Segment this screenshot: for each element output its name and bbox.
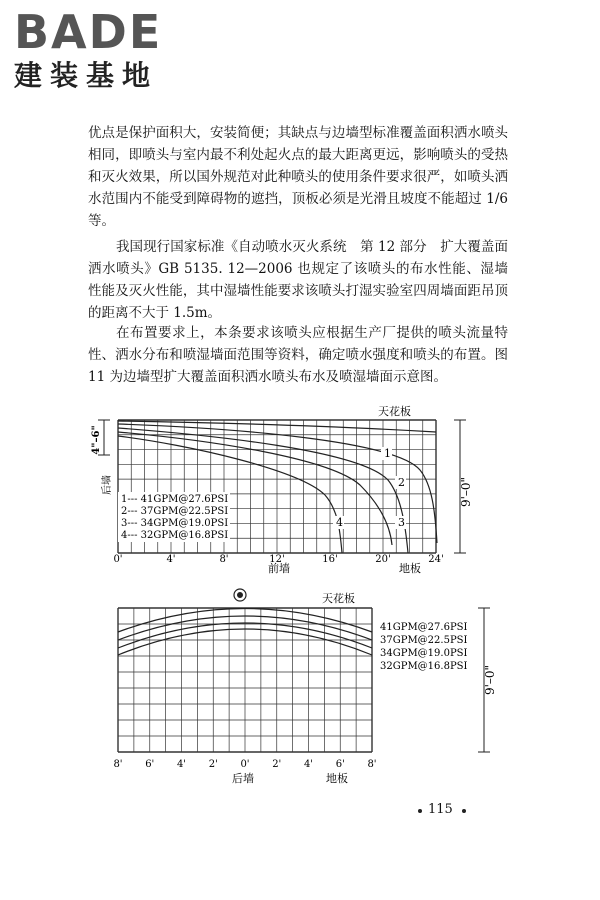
top-x-tick-label: 0' <box>113 554 123 565</box>
bottom-x-axis-ticks <box>113 759 376 770</box>
top-ceiling-label: 天花板 <box>378 405 411 418</box>
bottom-legend-item: 32GPM@16.8PSI <box>380 661 468 672</box>
sprinkler-icon <box>234 589 246 601</box>
bottom-x-tick-label: 8' <box>367 759 377 770</box>
top-x-tick-label: 20' <box>375 554 391 565</box>
top-x-tick-label: 4' <box>166 554 176 565</box>
bottom-wall-label: 后墙 <box>232 772 254 785</box>
bottom-x-tick-label: 4' <box>303 759 314 770</box>
bottom-x-tick-label: 2' <box>208 759 218 770</box>
page-number-dot-right <box>462 809 466 813</box>
top-x-tick-label: 8' <box>219 554 229 565</box>
page-number: 115 <box>428 802 453 817</box>
top-floor-label: 地板 <box>399 562 421 575</box>
top-height-label: 9'–0" <box>459 476 473 508</box>
bottom-legend-item: 34GPM@19.0PSI <box>380 648 468 659</box>
bottom-height-label: 9'–0" <box>483 664 497 696</box>
logo-subtitle: 建装基地 <box>14 59 159 92</box>
top-front-wall-label: 前墙 <box>268 562 290 575</box>
top-x-tick-label: 16' <box>322 554 338 565</box>
top-legend-item: 3--- 34GPM@19.0PSI <box>121 518 229 529</box>
top-curve-number: 4 <box>336 516 343 529</box>
bottom-floor-label: 地板 <box>326 772 348 785</box>
bottom-legend <box>380 622 468 672</box>
bottom-ceiling-label: 天花板 <box>322 592 355 605</box>
top-curve-number: 3 <box>398 516 405 529</box>
top-legend-item: 4--- 32GPM@16.8PSI <box>121 530 229 541</box>
paragraph-3: 在布置要求上，本条要求该喷头应根据生产厂提供的喷头流量特性、洒水分布和喷湿墙面范围等资料，确定喷水强度和喷头的布置。图 11 为边墙型扩大覆盖面积洒水喷头布水及喷湿墙面示意图。 <box>88 325 508 385</box>
top-side-dim-label: 4"–6" <box>91 425 102 455</box>
top-curve-number: 2 <box>398 476 405 489</box>
paragraph-2: 我国现行国家标准《自动喷水灭火系统 第 12 部分 扩大覆盖面洒水喷头》GB 5135. 12—2006 也规定了该喷头的布水性能、湿墙性能及灭火性能，其中湿墙性能要求该喷头打湿实验室四周墙面距吊顶的距离不大于 1.5m。 <box>88 239 508 321</box>
bottom-legend-item: 41GPM@27.6PSI <box>380 622 468 633</box>
bottom-x-tick-label: 8' <box>113 759 123 770</box>
bottom-x-tick-label: 6' <box>145 759 155 770</box>
top-legend-item: 1--- 41GPM@27.6PSI <box>121 494 229 505</box>
page-number-dot-left <box>418 809 422 813</box>
top-legend-item: 2--- 37GPM@22.5PSI <box>121 506 229 517</box>
bottom-x-tick-label: 0' <box>240 759 250 770</box>
top-x-tick-label: 12' <box>269 554 285 565</box>
paragraph-1: 优点是保护面积大，安装简便；其缺点与边墙型标准覆盖面积洒水喷头相同，即喷头与室内最不利处起火点的最大距离更远，影响喷头的受热和灭火效果，所以国外规范对此种喷头的使用条件要求很严，如喷头洒水范围内不能受到障碍物的遮挡，顶板必须是光滑且坡度不能超过 1/6 等。 <box>88 125 508 229</box>
bottom-x-tick-label: 4' <box>176 759 187 770</box>
bottom-x-tick-label: 6' <box>335 759 345 770</box>
top-legend <box>118 492 230 542</box>
bottom-x-tick-label: 2' <box>272 759 282 770</box>
top-left-wall-label: 后墙 <box>102 475 113 495</box>
top-x-tick-label: 24' <box>428 554 444 565</box>
logo-wordmark: BADE <box>14 5 163 59</box>
bottom-legend-item: 37GPM@22.5PSI <box>380 635 468 646</box>
top-curve-number: 1 <box>384 447 391 460</box>
